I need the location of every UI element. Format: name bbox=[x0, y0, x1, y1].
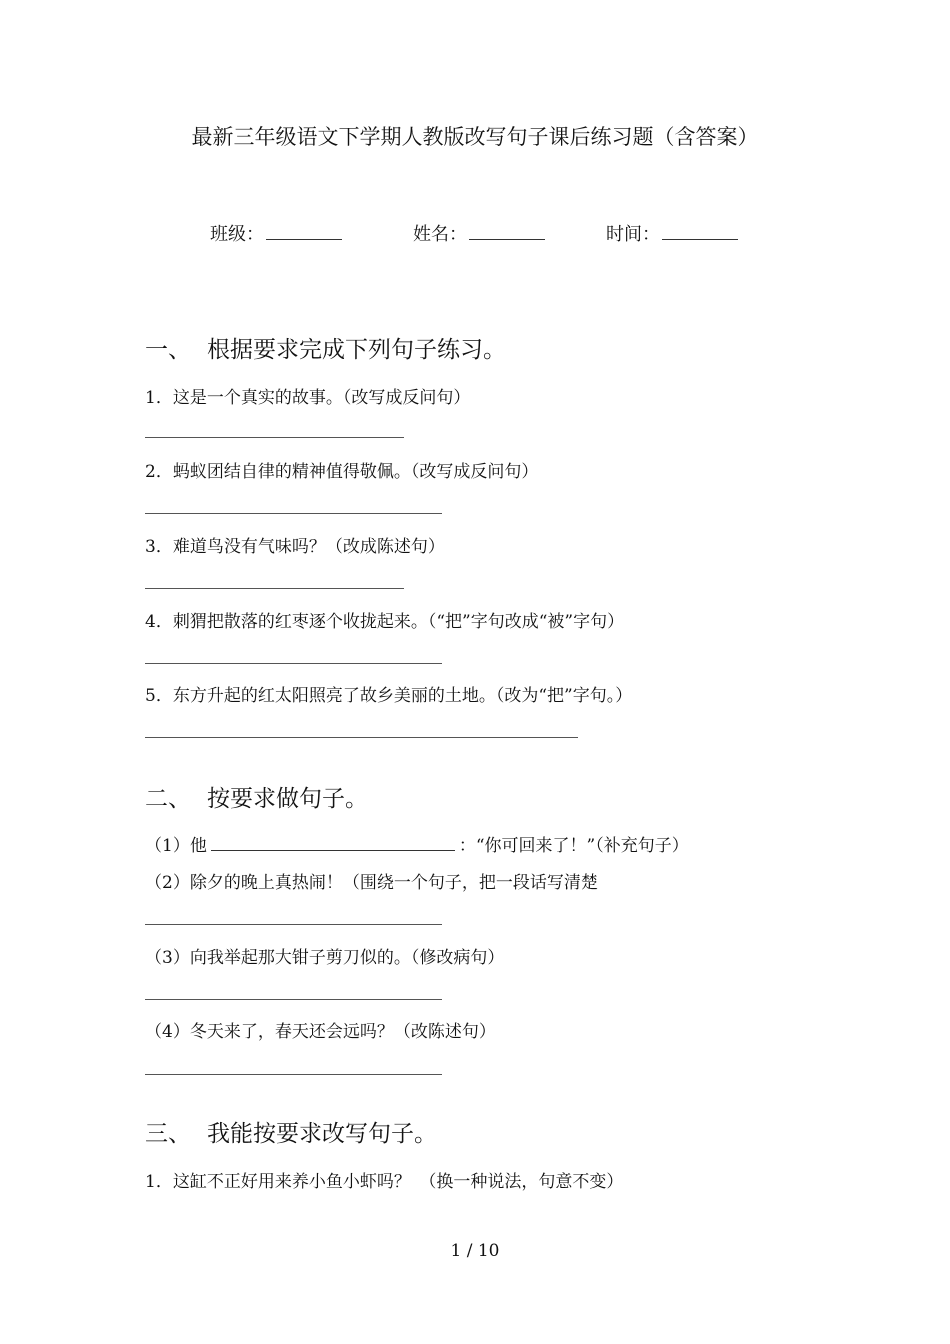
question-1-2: 2．蚂蚁团结自律的精神值得敬佩。（改写成反问句） bbox=[145, 462, 539, 482]
section-1-title: 根据要求完成下列句子练习。 bbox=[207, 337, 506, 363]
question-2-1-suffix: ：“你可回来了！”（补充句子） bbox=[458, 836, 689, 856]
answer-line-2-3[interactable] bbox=[145, 999, 442, 1000]
section-2-number: 二、 bbox=[145, 786, 191, 812]
answer-line-1-1[interactable] bbox=[145, 437, 404, 438]
section-2-heading bbox=[145, 780, 368, 813]
answer-line-2-4[interactable] bbox=[145, 1074, 442, 1075]
time-blank[interactable] bbox=[662, 223, 738, 240]
class-label: 班级： bbox=[210, 224, 264, 245]
answer-line-1-5[interactable] bbox=[145, 737, 578, 738]
question-3-1: 1．这缸不正好用来养小鱼小虾吗？ （换一种说法，句意不变） bbox=[145, 1172, 624, 1192]
time-label: 时间： bbox=[606, 224, 660, 245]
page-title: 最新三年级语文下学期人教版改写句子课后练习题（含答案） bbox=[191, 125, 759, 149]
name-field bbox=[413, 220, 545, 246]
section-3-number: 三、 bbox=[145, 1121, 191, 1147]
section-1-number: 一、 bbox=[145, 337, 191, 363]
section-3-title: 我能按要求改写句子。 bbox=[207, 1121, 437, 1147]
question-2-4: （4）冬天来了，春天还会远吗？（改陈述句） bbox=[145, 1022, 496, 1042]
section-3-heading bbox=[145, 1115, 437, 1148]
question-1-1: 1．这是一个真实的故事。（改写成反问句） bbox=[145, 388, 471, 408]
answer-line-1-3[interactable] bbox=[145, 588, 404, 589]
question-2-1-prefix: （1）他 bbox=[145, 836, 207, 856]
question-2-1-blank[interactable] bbox=[211, 836, 455, 851]
name-blank[interactable] bbox=[469, 223, 545, 240]
question-2-2: （2）除夕的晚上真热闹！（围绕一个句子，把一段话写清楚 bbox=[145, 873, 598, 893]
class-field bbox=[210, 220, 342, 246]
time-field bbox=[606, 220, 738, 246]
class-blank[interactable] bbox=[266, 223, 342, 240]
question-1-4: 4．刺猬把散落的红枣逐个收拢起来。（“把”字句改成“被”字句） bbox=[145, 612, 625, 632]
answer-line-1-4[interactable] bbox=[145, 663, 442, 664]
page-number: 1 / 10 bbox=[450, 1241, 500, 1261]
section-1-heading bbox=[145, 331, 506, 364]
answer-line-2-2[interactable] bbox=[145, 924, 442, 925]
question-2-3: （3）向我举起那大钳子剪刀似的。（修改病句） bbox=[145, 948, 505, 968]
question-1-3: 3．难道鸟没有气味吗？（改成陈述句） bbox=[145, 537, 445, 557]
name-label: 姓名： bbox=[413, 224, 467, 245]
section-2-title: 按要求做句子。 bbox=[207, 786, 368, 812]
question-1-5: 5．东方升起的红太阳照亮了故乡美丽的土地。（改为“把”字句。） bbox=[145, 686, 633, 706]
question-2-1 bbox=[145, 831, 689, 856]
answer-line-1-2[interactable] bbox=[145, 513, 442, 514]
